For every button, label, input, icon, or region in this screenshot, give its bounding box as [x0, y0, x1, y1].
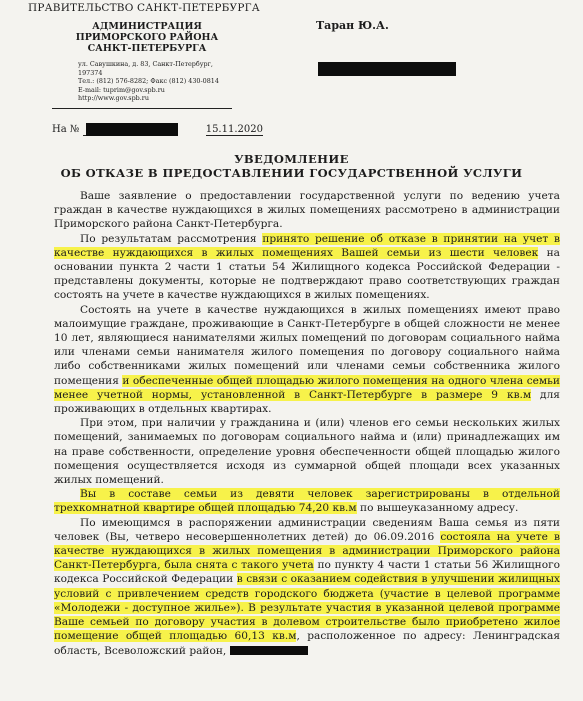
- paragraph-6-text-b: по пункту 4 части 1 статьи 56 Жилищного кодекса Российской Федерации: [54, 559, 560, 586]
- paragraph-3-highlight: и обеспеченные общей площадью жилого помещения на одного члена семьи менее учетной нормы, установленной в Санкт-Петербурге в размере 9 кв.м: [54, 374, 560, 401]
- admin-line-2: ПРИМОРСКОГО РАЙОНА: [75, 32, 219, 43]
- address-line-4: http://www.gov.spb.ru: [78, 94, 149, 103]
- paragraph-6-highlight-2: в связи с оказанием содействия в улучшении жилищных условий с привлечением средств городского бюджета (участие в целевой программе «Молодежи - доступное жилье»). В результате участия в указанной целевой программе Ваше семьей по договору участия в долевом строительстве было приобретено жилое помещение общей площадью 60,13 кв.м: [54, 573, 560, 643]
- paragraph-6-text-c: , расположенное по адресу: Ленинградская область, Всеволожский район,: [54, 630, 561, 657]
- notice-title: УВЕДОМЛЕНИЕ: [234, 152, 349, 166]
- paragraph-6-highlight-1: состояла на учете в качестве нуждающихся в жилых помещения в администрации Приморского района Санкт-Петербурга, была снята с такого учета: [54, 530, 560, 572]
- paragraph-2-text-a: По результатам рассмотрения: [80, 232, 263, 245]
- redacted-recipient-address: [318, 62, 456, 76]
- paragraph-5-text-b: по вышеуказанному адресу.: [356, 502, 519, 515]
- paragraph-2-text-b: на основании пункта 2 части 1 статьи 54 Жилищного кодекса Российской Федерации - представлены документы, которые не подтверждают право соответствующих граждан состоять на учете в качестве нуждающихся в жилых помещениях.: [54, 246, 561, 302]
- paragraph-3: [54, 303, 560, 417]
- redacted-address: [230, 646, 308, 655]
- paragraph-1: Ваше заявление о предоставлении государственной услуги по ведению учета граждан в качестве нуждающихся в жилых помещениях рассмотрено в администрации Приморского района Санкт-Петербурга.: [54, 190, 560, 231]
- paragraph-6-text-a: По имеющимся в распоряжении администрации сведениям Ваша семья из пяти человек (Вы, четверо несовершеннолетних детей) до 06.09.2016: [54, 516, 560, 543]
- document-date: 15.11.2020: [205, 124, 263, 135]
- number-prefix: На №: [52, 124, 80, 135]
- notice-subtitle: ОБ ОТКАЗЕ В ПРЕДОСТАВЛЕНИИ ГОСУДАРСТВЕННОЙ УСЛУГИ: [60, 166, 523, 180]
- gov-title: ПРАВИТЕЛЬСТВО САНКТ-ПЕТЕРБУРГА: [28, 2, 260, 14]
- admin-block: [62, 21, 232, 54]
- notice-body: [54, 189, 560, 658]
- admin-line-1: АДМИНИСТРАЦИЯ: [92, 21, 202, 32]
- paragraph-4: При этом, при наличии у гражданина и (или) членов его семьи нескольких жилых помещений, занимаемых по договорам социального найма и (или) принадлежащих им на праве собственности, определение уровня обеспеченности общей площадью жилого помещения осуществляется исходя из суммарной общей площади всех указанных жилых помещений.: [54, 417, 560, 487]
- document-number-row: [52, 124, 263, 136]
- paragraph-5: [54, 487, 560, 515]
- address-line-3: E-mail: tuprim@gov.spb.ru: [78, 85, 165, 94]
- paragraph-3-text-a: Состоять на учете в качестве нуждающихся в жилых помещениях имеют право малоимущие граждане, проживающие в Санкт-Петербурге в общей сложности не менее 10 лет, являющиеся нанимателями жилых помещений по договорам социального найма или членами семьи нанимателя жилого помещения по договору социального найма либо собственниками жилых помещений или членами семьи собственника жилого помещения: [54, 303, 560, 387]
- address-line-1: ул. Савушкина, д. 83, Санкт-Петербург, 197374: [78, 60, 213, 77]
- address-line-2: Тел.: (812) 576-8282; Факс (812) 430-0814: [78, 77, 219, 86]
- address-block: [78, 60, 238, 103]
- recipient-name: Таран Ю.А.: [316, 19, 389, 32]
- paragraph-2-highlight: принято решение об отказе в принятии на учет в качестве нуждающихся в жилых помещениях Вашей семьи из шести человек: [54, 232, 561, 259]
- redacted-number: [86, 123, 178, 136]
- paragraph-2: [54, 232, 560, 303]
- paragraph-6: [54, 516, 560, 658]
- paragraph-3-text-b: для проживающих в отдельных квартирах.: [54, 388, 560, 416]
- header-divider: [52, 108, 232, 109]
- admin-line-3: САНКТ-ПЕТЕРБУРГА: [87, 43, 207, 54]
- paragraph-5-highlight: Вы в составе семьи из девяти человек зарегистрированы в отдельной трехкомнатной квартире общей площадью 74,20 кв.м: [54, 488, 560, 515]
